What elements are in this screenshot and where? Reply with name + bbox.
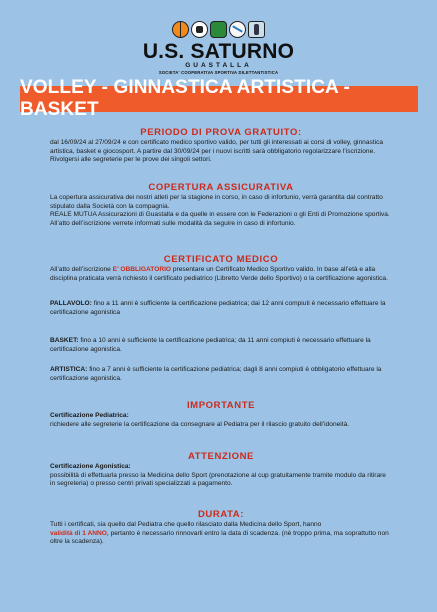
obbligatorio-highlight: E’ OBBLIGATORIO (112, 266, 172, 273)
prova-text: dal 16/09/24 al 27/09/24 e con certificato medico sportivo valido, per tutti gli interessati ai corsi di volley, ginnastica artistica, basket e giocosport. A partire dal 30/09/24 per i nuovi iscritti sarà obbligatorio regolarizzare l’iscrizione. Rivolgersi alle segreterie per le prove dei singoli settori. (50, 139, 384, 164)
certificato-title: CERTIFICATO MEDICO (163, 254, 279, 265)
rule-basket (50, 337, 392, 354)
copertura-p3: All’atto dell’iscrizione verrete informati sulle modalità da seguire in caso di infortunio. (50, 219, 296, 227)
importante-label: Certificazione Pediatrica: (50, 412, 129, 419)
validita-highlight: validità di 1 ANNO (50, 529, 107, 537)
club-city: GUASTALLA (185, 62, 252, 69)
sports-banner: VOLLEY - GINNASTICA ARTISTICA - BASKET (20, 86, 418, 112)
gymnastics-icon (210, 21, 227, 38)
rule-artistica (50, 366, 392, 383)
rule-pallavolo (50, 300, 392, 317)
attenzione-body: possibilità di effettuarla presso la Medicina dello Sport (prenotazione al cup gratuitamente tramite modulo da ritirare in segreteria) o presso centri privati specializzati a pagamento. (50, 471, 386, 488)
durata-text (50, 521, 392, 547)
copertura-p2: REALE MUTUA Assicurazioni di Guastalla e da quelle in essere con le Federazioni o gli Enti di Promozione sportiva. (50, 211, 390, 219)
club-name: U.S. SATURNO (142, 40, 295, 63)
durata-title: DURATA: (197, 509, 245, 520)
importante-body: richiedere alle segreterie la certificazione da consegnare al Pediatra per il rilascio gratuito dell’idoneità. (50, 420, 350, 428)
club-cooperative: SOCIETA' COOPERATIVA SPORTIVA DILETTANTISTICA (158, 70, 279, 75)
certificato-intro-post: presentare un Certificato Medico Sportivo valido. In base all’età e alla disciplina praticata verrà richiesto il certificato pediatrico (Libretto Verde dello Sportivo) o la certificazione agonistica. (50, 266, 388, 282)
attenzione-text (50, 463, 392, 489)
artistica-label: ARTISTICA: (50, 366, 88, 373)
club-logo (0, 18, 437, 76)
volleyball-icon (191, 21, 208, 38)
artistica-rule (50, 366, 392, 383)
section-certificato (50, 254, 392, 283)
copertura-p1: La copertura assicurativa dei nostri atleti per la stagione in corso, in caso di infortunio, verrà garantita dal contratto stipulato dalla Società con la compagnia. (50, 194, 383, 210)
sports-icons (0, 18, 437, 40)
attenzione-label: Certificazione Agonistica: (50, 463, 131, 470)
pallavolo-label: PALLAVOLO: (50, 300, 92, 307)
rhythmic-gymnastics-icon (248, 21, 265, 38)
prova-title: PERIODO DI PROVA GRATUITO: (140, 127, 302, 138)
section-attenzione (50, 451, 392, 489)
importante-title: IMPORTANTE (186, 400, 256, 411)
importante-text (50, 412, 392, 429)
durata-line1: Tutti i certificati, sia quello dal Pediatra che quello rilasciato dalla Medicina dello Sport, hanno (50, 521, 322, 528)
artistica-text: fino a 7 anni è sufficiente la certificazione pediatrica; dagli 8 anni compiuti è obbligatorio effettuare la certificazione agonistica. (50, 366, 382, 382)
section-importante (50, 400, 392, 429)
attenzione-title: ATTENZIONE (188, 451, 254, 462)
section-durata (50, 509, 392, 547)
certificato-intro (50, 266, 392, 283)
soccer-ball-icon (229, 21, 246, 38)
pallavolo-rule (50, 300, 392, 317)
section-copertura (50, 182, 392, 228)
basket-text: fino a 10 anni è sufficiente la certificazione pediatrica; da 11 anni compiuti è necessario effettuare la certificazione agonistica. (50, 337, 371, 353)
pallavolo-text: fino a 11 anni è sufficiente la certificazione pediatrica; dai 12 anni compiuti è necessario effettuare la certificazione agonistica (50, 300, 386, 316)
certificato-intro-pre: All’atto dell’iscrizione (50, 266, 113, 273)
basket-rule (50, 337, 392, 354)
section-prova (50, 127, 392, 165)
copertura-title: COPERTURA ASSICURATIVA (148, 182, 294, 193)
basket-label: BASKET: (50, 337, 79, 344)
durata-post: , pertanto è necessario rinnovarli entro la data di scadenza. (nè troppo prima, ma soprattutto non oltre la scadenza). (50, 529, 389, 546)
basketball-icon (172, 21, 189, 38)
